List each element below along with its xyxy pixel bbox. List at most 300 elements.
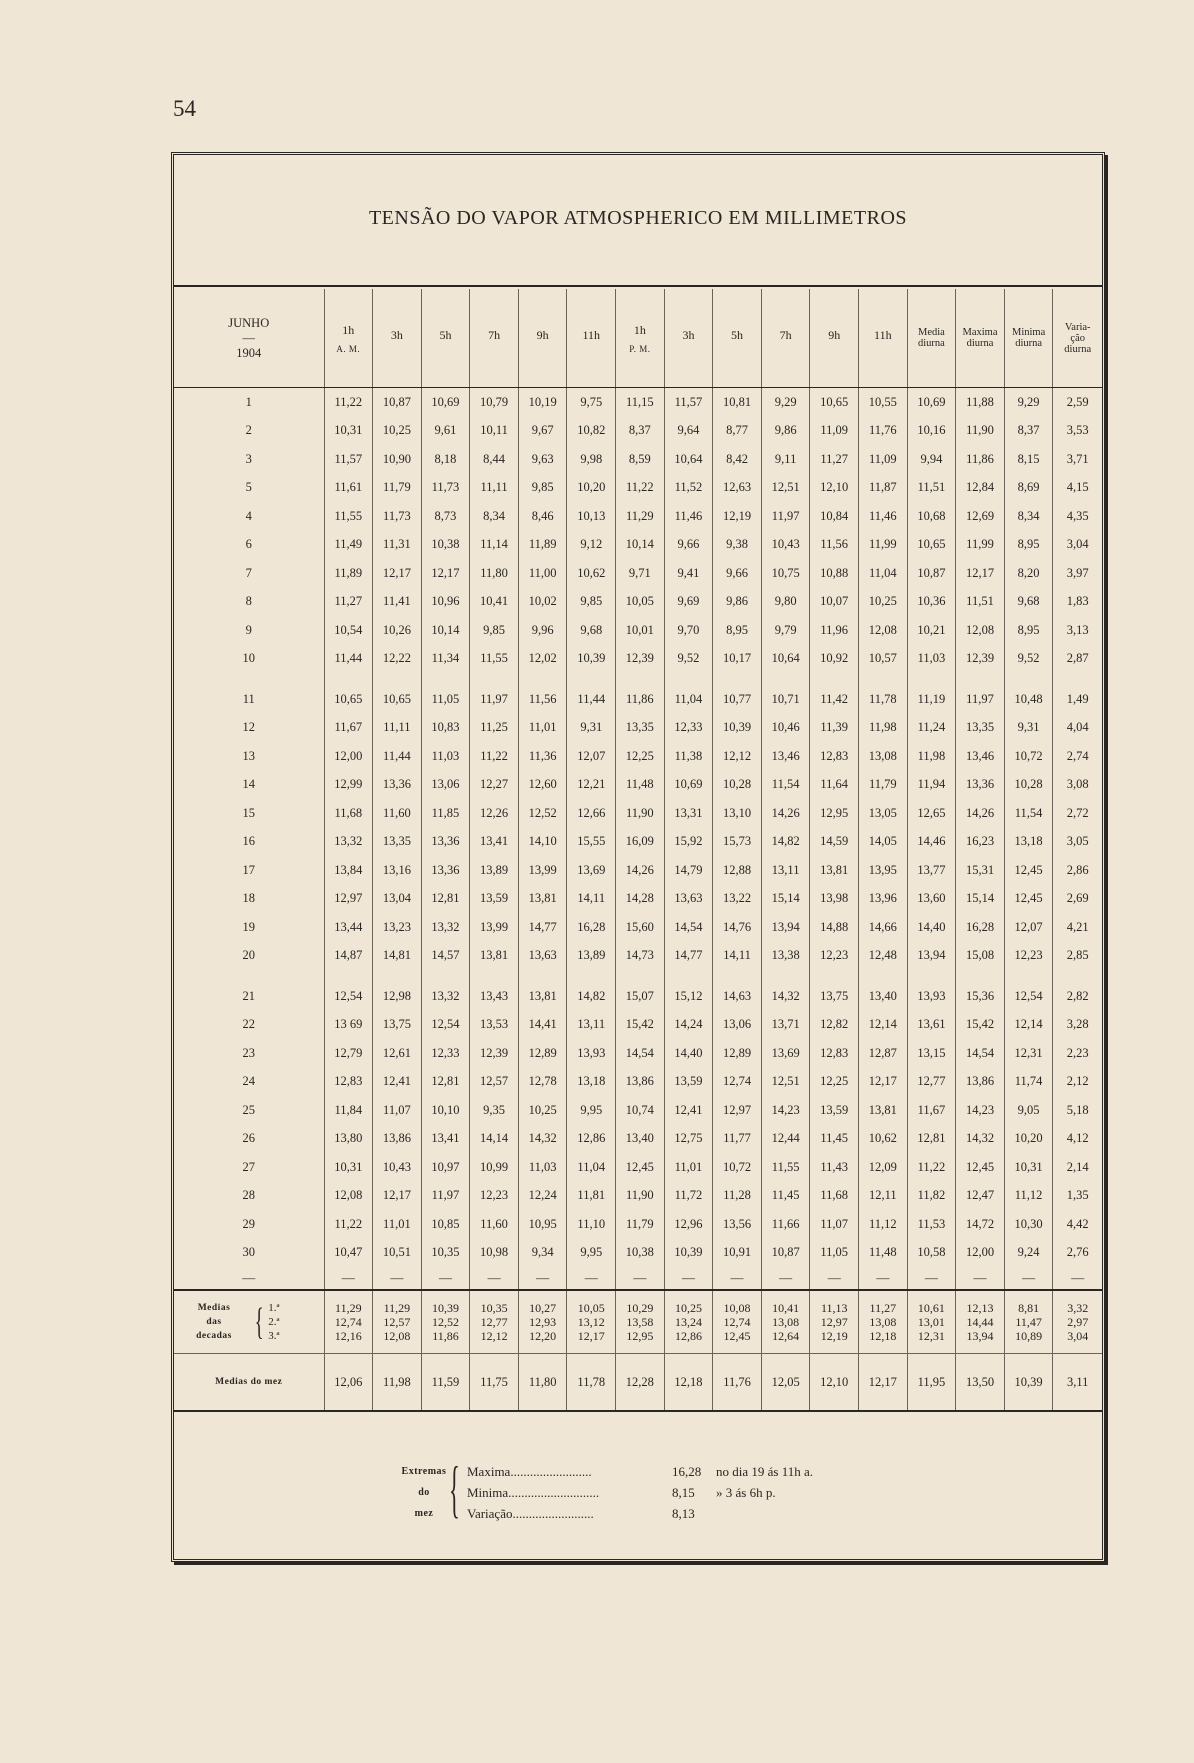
value-cell: 10,31 (1004, 1153, 1053, 1182)
extremas-lines (467, 1461, 813, 1524)
value-cell: 12,24 (518, 1182, 567, 1211)
gap-cell (761, 673, 810, 685)
value-cell: 15,08 (956, 942, 1005, 971)
table-row (174, 388, 1102, 417)
value-cell: 10,05 (616, 588, 665, 617)
value-cell: 12,31 (1004, 1039, 1053, 1068)
value-cell: 13,69 (567, 856, 616, 885)
value-cell: 3,08 (1053, 771, 1102, 800)
table-row (174, 982, 1102, 1011)
day-cell: 2 (245, 423, 252, 438)
header-hour-label: 5h (439, 327, 452, 342)
value-cell: 13,86 (373, 1125, 422, 1154)
value-cell: 10,26 (373, 616, 422, 645)
decade-mean-cell (810, 1290, 859, 1354)
value-cell: 13,81 (518, 885, 567, 914)
value-cell: 12,84 (956, 474, 1005, 503)
value-cell: 13,15 (907, 1039, 956, 1068)
dash-cell: — (567, 1267, 616, 1290)
value-cell: 13,96 (859, 885, 908, 914)
value-cell: 13,31 (664, 799, 713, 828)
table-row (174, 913, 1102, 942)
gap-cell (713, 673, 762, 685)
decade-mean-value: 10,27 (529, 1301, 557, 1315)
value-cell: 11,04 (859, 559, 908, 588)
value-cell: 2,82 (1053, 982, 1102, 1011)
value-cell: 12,87 (859, 1039, 908, 1068)
value-cell: 13,89 (567, 942, 616, 971)
header-hour-5am (421, 289, 470, 388)
header-hour-9pm (810, 289, 859, 388)
decade-mean-cell (616, 1290, 665, 1354)
header-media-l2: diurna (918, 338, 945, 349)
value-cell: 13,32 (421, 913, 470, 942)
value-cell: 10,51 (373, 1239, 422, 1268)
value-cell: 9,34 (518, 1239, 567, 1268)
value-cell: 9,98 (567, 445, 616, 474)
value-cell: 12,39 (956, 645, 1005, 674)
value-cell: 14,40 (664, 1039, 713, 1068)
day-cell: 9 (245, 622, 252, 637)
value-cell: 11,51 (956, 588, 1005, 617)
value-cell: 13,59 (470, 885, 519, 914)
extremas-label (399, 1461, 449, 1524)
value-cell: 9,68 (567, 616, 616, 645)
gap-cell (324, 970, 373, 982)
value-cell: 10,38 (616, 1239, 665, 1268)
value-cell: 8,95 (1004, 616, 1053, 645)
dash-row (174, 1267, 1102, 1290)
value-cell: 10,62 (567, 559, 616, 588)
day-cell: 20 (242, 948, 255, 963)
decade-gap (174, 970, 1102, 982)
value-cell: 11,03 (518, 1153, 567, 1182)
gap-cell (518, 673, 567, 685)
value-cell: 13,11 (761, 856, 810, 885)
decade-mean-cell (713, 1290, 762, 1354)
gap-cell (470, 673, 519, 685)
value-cell: 11,11 (470, 474, 519, 503)
value-cell: 12,23 (810, 942, 859, 971)
value-cell: 8,18 (421, 445, 470, 474)
extremas-dots: ......................... (510, 1464, 592, 1479)
value-cell: 10,43 (761, 531, 810, 560)
value-cell: 3,71 (1053, 445, 1102, 474)
value-cell: 13,81 (859, 1096, 908, 1125)
value-cell: 12,98 (373, 982, 422, 1011)
table-frame (171, 152, 1105, 1562)
day-cell: 17 (242, 862, 255, 877)
value-cell: 11,41 (373, 588, 422, 617)
value-cell: 10,69 (907, 388, 956, 417)
extremas-maxima-detail: no dia 19 ás 11h a. (716, 1464, 813, 1479)
value-cell: 12,07 (1004, 913, 1053, 942)
value-cell: 13,16 (373, 856, 422, 885)
value-cell: 11,97 (421, 1182, 470, 1211)
decade-mean-cell (373, 1290, 422, 1354)
header-variacao-l3: diurna (1064, 343, 1092, 355)
value-cell: 11,88 (956, 388, 1005, 417)
extremas-variacao-name: Variação (467, 1506, 513, 1521)
value-cell: 11,24 (907, 714, 956, 743)
extremas-maxima-value: 16,28 (672, 1464, 702, 1479)
value-cell: 13,41 (470, 828, 519, 857)
value-cell: 11,80 (470, 559, 519, 588)
header-hour-label: 7h (488, 327, 501, 342)
gap-cell (324, 673, 373, 685)
value-cell: 13,36 (421, 828, 470, 857)
decade-mean-value: 12,17 (577, 1329, 605, 1343)
value-cell: 11,05 (421, 685, 470, 714)
day-cell: 29 (242, 1216, 255, 1231)
gap-cell (421, 970, 470, 982)
value-cell: 12,96 (664, 1210, 713, 1239)
value-cell: 4,21 (1053, 913, 1102, 942)
value-cell: 11,86 (616, 685, 665, 714)
value-cell: 14,32 (518, 1125, 567, 1154)
decade-mean-value: 11,47 (1015, 1315, 1042, 1329)
value-cell: 13,36 (421, 856, 470, 885)
value-cell: 10,88 (810, 559, 859, 588)
header-variacao-l1: Varia- (1064, 321, 1091, 333)
value-cell: 10,28 (713, 771, 762, 800)
value-cell: 12,47 (956, 1182, 1005, 1211)
value-cell: 8,73 (421, 502, 470, 531)
header-hour-3pm (664, 289, 713, 388)
value-cell: 13,46 (956, 742, 1005, 771)
gap-cell (664, 673, 713, 685)
value-cell: 9,69 (664, 588, 713, 617)
value-cell: 11,66 (761, 1210, 810, 1239)
value-cell: 11,07 (810, 1210, 859, 1239)
value-cell: 9,85 (567, 588, 616, 617)
decade-mean-cell (1053, 1290, 1102, 1354)
value-cell: 12,97 (324, 885, 373, 914)
decade-mean-value: 12,64 (772, 1329, 800, 1343)
decade-mean-cell (859, 1290, 908, 1354)
value-cell: 10,72 (713, 1153, 762, 1182)
value-cell: 9,75 (567, 388, 616, 417)
value-cell: 14,40 (907, 913, 956, 942)
header-dash: — (242, 330, 255, 345)
table-row (174, 417, 1102, 446)
value-cell: 11,04 (567, 1153, 616, 1182)
header-maxima-diurna (956, 289, 1005, 388)
value-cell: 9,70 (664, 616, 713, 645)
header-hour-label: 11h (582, 327, 601, 342)
header-maxima-l1: Maxima (962, 327, 998, 338)
value-cell: 13,38 (761, 942, 810, 971)
header-media-diurna (907, 289, 956, 388)
value-cell: 4,35 (1053, 502, 1102, 531)
value-cell: 12,54 (1004, 982, 1053, 1011)
value-cell: 12,23 (470, 1182, 519, 1211)
value-cell: 11,96 (810, 616, 859, 645)
value-cell: 5,18 (1053, 1096, 1102, 1125)
value-cell: 11,85 (421, 799, 470, 828)
value-cell: 13,61 (907, 1011, 956, 1040)
value-cell: 11,55 (324, 502, 373, 531)
value-cell: 10,36 (907, 588, 956, 617)
table-row (174, 771, 1102, 800)
gap-cell (907, 970, 956, 982)
table-row (174, 942, 1102, 971)
value-cell: 9,29 (1004, 388, 1053, 417)
medias-decadas-label (174, 1290, 324, 1354)
value-cell: 11,34 (421, 645, 470, 674)
value-cell: 13,81 (518, 982, 567, 1011)
dash-cell: — (470, 1267, 519, 1290)
value-cell: 12,25 (616, 742, 665, 771)
value-cell: 12,81 (421, 885, 470, 914)
value-cell: 11,82 (907, 1182, 956, 1211)
value-cell: 10,69 (421, 388, 470, 417)
table-row (174, 1239, 1102, 1268)
value-cell: 11,60 (470, 1210, 519, 1239)
value-cell: 12,81 (907, 1125, 956, 1154)
value-cell: 11,03 (421, 742, 470, 771)
value-cell: 11,67 (907, 1096, 956, 1125)
value-cell: 4,12 (1053, 1125, 1102, 1154)
value-cell: 10,87 (373, 388, 422, 417)
decade-mean-value: 10,35 (480, 1301, 508, 1315)
value-cell: 9,35 (470, 1096, 519, 1125)
month-mean-cell: 11,95 (907, 1354, 956, 1412)
header-hour-5pm (713, 289, 762, 388)
value-cell: 14,23 (956, 1096, 1005, 1125)
header-minima-l2: diurna (1015, 338, 1043, 349)
value-cell: 11,68 (324, 799, 373, 828)
dash-cell: — (1004, 1267, 1053, 1290)
medias-decadas-title-line: decadas (196, 1331, 232, 1341)
value-cell: 10,62 (859, 1125, 908, 1154)
value-cell: 8,69 (1004, 474, 1053, 503)
decade-mean-cell (956, 1290, 1005, 1354)
value-cell: 12,07 (567, 742, 616, 771)
header-hour-sub: A. M. (336, 343, 361, 354)
decade-mean-value: 14,44 (966, 1315, 994, 1329)
extremas-block (174, 1445, 1102, 1545)
value-cell: 12,17 (373, 559, 422, 588)
value-cell: 9,29 (761, 388, 810, 417)
value-cell: 10,98 (470, 1239, 519, 1268)
value-cell: 11,05 (810, 1239, 859, 1268)
day-cell: 18 (242, 891, 255, 906)
value-cell: 11,46 (664, 502, 713, 531)
month-mean-cell: 11,80 (518, 1354, 567, 1412)
value-cell: 10,28 (1004, 771, 1053, 800)
value-cell: 3,05 (1053, 828, 1102, 857)
value-cell: 9,66 (713, 559, 762, 588)
value-cell: 10,30 (1004, 1210, 1053, 1239)
value-cell: 12,65 (907, 799, 956, 828)
extremas-label-l1: Extremas (401, 1466, 447, 1477)
value-cell: 2,14 (1053, 1153, 1102, 1182)
decade-ordinals (268, 1301, 279, 1343)
header-hour-7pm (761, 289, 810, 388)
value-cell: 13,77 (907, 856, 956, 885)
day-cell: 25 (242, 1102, 255, 1117)
value-cell: 16,23 (956, 828, 1005, 857)
value-cell: 8,44 (470, 445, 519, 474)
value-cell: 12,11 (859, 1182, 908, 1211)
value-cell: 13,80 (324, 1125, 373, 1154)
value-cell: 14,26 (956, 799, 1005, 828)
value-cell: 14,11 (567, 885, 616, 914)
value-cell: 11,09 (810, 417, 859, 446)
dash-cell: — (810, 1267, 859, 1290)
value-cell: 15,60 (616, 913, 665, 942)
value-cell: 14,87 (324, 942, 373, 971)
medias-mez-label: Medias do mez (174, 1354, 324, 1412)
value-cell: 11,72 (664, 1182, 713, 1211)
value-cell: 11,78 (859, 685, 908, 714)
value-cell: 12,41 (373, 1068, 422, 1097)
month-mean-cell: 12,18 (664, 1354, 713, 1412)
day-cell: 19 (242, 919, 255, 934)
table-row (174, 616, 1102, 645)
value-cell: 12,17 (421, 559, 470, 588)
gap-cell (616, 673, 665, 685)
month-mean-cell: 12,28 (616, 1354, 665, 1412)
value-cell: 9,11 (761, 445, 810, 474)
day-cell: 28 (242, 1188, 255, 1203)
value-cell: 11,44 (567, 685, 616, 714)
value-cell: 10,07 (810, 588, 859, 617)
value-cell: 11,27 (810, 445, 859, 474)
day-cell: 10 (242, 651, 255, 666)
value-cell: 13 69 (324, 1011, 373, 1040)
value-cell: 10,65 (810, 388, 859, 417)
dash-cell: — (616, 1267, 665, 1290)
value-cell: 11,90 (616, 1182, 665, 1211)
value-cell: 11,38 (664, 742, 713, 771)
value-cell: 10,82 (567, 417, 616, 446)
decade-mean-value: 11,27 (869, 1301, 897, 1315)
value-cell: 12,33 (664, 714, 713, 743)
value-cell: 10,81 (713, 388, 762, 417)
extremas-minima (467, 1482, 813, 1503)
value-cell: 9,96 (518, 616, 567, 645)
value-cell: 11,86 (956, 445, 1005, 474)
value-cell: 14,32 (956, 1125, 1005, 1154)
value-cell: 2,72 (1053, 799, 1102, 828)
decade-mean-value: 3,32 (1067, 1301, 1089, 1315)
value-cell: 10,96 (421, 588, 470, 617)
value-cell: 12,89 (713, 1039, 762, 1068)
value-cell: 13,71 (761, 1011, 810, 1040)
value-cell: 13,95 (859, 856, 908, 885)
value-cell: 9,94 (907, 445, 956, 474)
value-cell: 11,48 (859, 1239, 908, 1268)
table-row (174, 445, 1102, 474)
header-row (174, 289, 1102, 388)
value-cell: 13,99 (518, 856, 567, 885)
gap-cell (859, 673, 908, 685)
value-cell: 12,99 (324, 771, 373, 800)
value-cell: 4,15 (1053, 474, 1102, 503)
day-cell: 6 (245, 537, 252, 552)
day-cell: 16 (242, 834, 255, 849)
header-hour-label: 1h (633, 322, 646, 337)
day-cell: 15 (242, 805, 255, 820)
decade-mean-value: 3,04 (1067, 1329, 1089, 1343)
table-row (174, 559, 1102, 588)
value-cell: 10,31 (324, 417, 373, 446)
day-cell: 22 (242, 1017, 255, 1032)
value-cell: 12,95 (810, 799, 859, 828)
value-cell: 14,54 (616, 1039, 665, 1068)
value-cell: 10,46 (761, 714, 810, 743)
value-cell: 9,71 (616, 559, 665, 588)
extremas-label-l3: mez (414, 1508, 434, 1519)
table-row (174, 799, 1102, 828)
value-cell: 13,81 (810, 856, 859, 885)
value-cell: 9,95 (567, 1096, 616, 1125)
value-cell: 10,02 (518, 588, 567, 617)
value-cell: 11,10 (567, 1210, 616, 1239)
value-cell: 15,42 (956, 1011, 1005, 1040)
value-cell: 9,38 (713, 531, 762, 560)
value-cell: 10,54 (324, 616, 373, 645)
value-cell: 13,84 (324, 856, 373, 885)
medias-mez-row (174, 1354, 1102, 1412)
decade-mean-value: 11,86 (432, 1329, 459, 1343)
value-cell: 10,64 (664, 445, 713, 474)
value-cell: 10,25 (373, 417, 422, 446)
value-cell: 14,11 (713, 942, 762, 971)
value-cell: 11,01 (373, 1210, 422, 1239)
decade-mean-value: 12,31 (917, 1329, 945, 1343)
decade-mean-value: 12,95 (626, 1329, 654, 1343)
month-mean-cell: 10,39 (1004, 1354, 1053, 1412)
table-row (174, 856, 1102, 885)
value-cell: 10,39 (567, 645, 616, 674)
value-cell: 2,59 (1053, 388, 1102, 417)
value-cell: 10,48 (1004, 685, 1053, 714)
extremas-brace: { (449, 1453, 460, 1524)
extremas-minima-detail: » 3 ás 6h p. (716, 1485, 776, 1500)
value-cell: 9,31 (567, 714, 616, 743)
extremas-dots: ............................ (508, 1485, 600, 1500)
value-cell: 16,28 (956, 913, 1005, 942)
decade-mean-value: 12,57 (383, 1315, 411, 1329)
value-cell: 13,23 (373, 913, 422, 942)
value-cell: 13,43 (470, 982, 519, 1011)
value-cell: 13,44 (324, 913, 373, 942)
value-cell: 10,19 (518, 388, 567, 417)
value-cell: 10,57 (859, 645, 908, 674)
value-cell: 8,77 (713, 417, 762, 446)
value-cell: 11,44 (373, 742, 422, 771)
value-cell: 13,10 (713, 799, 762, 828)
value-cell: 12,17 (859, 1068, 908, 1097)
value-cell: 9,12 (567, 531, 616, 560)
day-cell: 4 (245, 508, 252, 523)
medias-decadas-row (174, 1290, 1102, 1354)
header-hour-3am (373, 289, 422, 388)
value-cell: 11,45 (810, 1125, 859, 1154)
decade-mean-value: 13,24 (674, 1315, 702, 1329)
header-maxima-l2: diurna (966, 338, 994, 349)
value-cell: 12,51 (761, 474, 810, 503)
gap-cell (1004, 673, 1053, 685)
value-cell: 13,06 (713, 1011, 762, 1040)
value-cell: 12,41 (664, 1096, 713, 1125)
value-cell: 9,63 (518, 445, 567, 474)
value-cell: 12,60 (518, 771, 567, 800)
gap-cell (956, 673, 1005, 685)
